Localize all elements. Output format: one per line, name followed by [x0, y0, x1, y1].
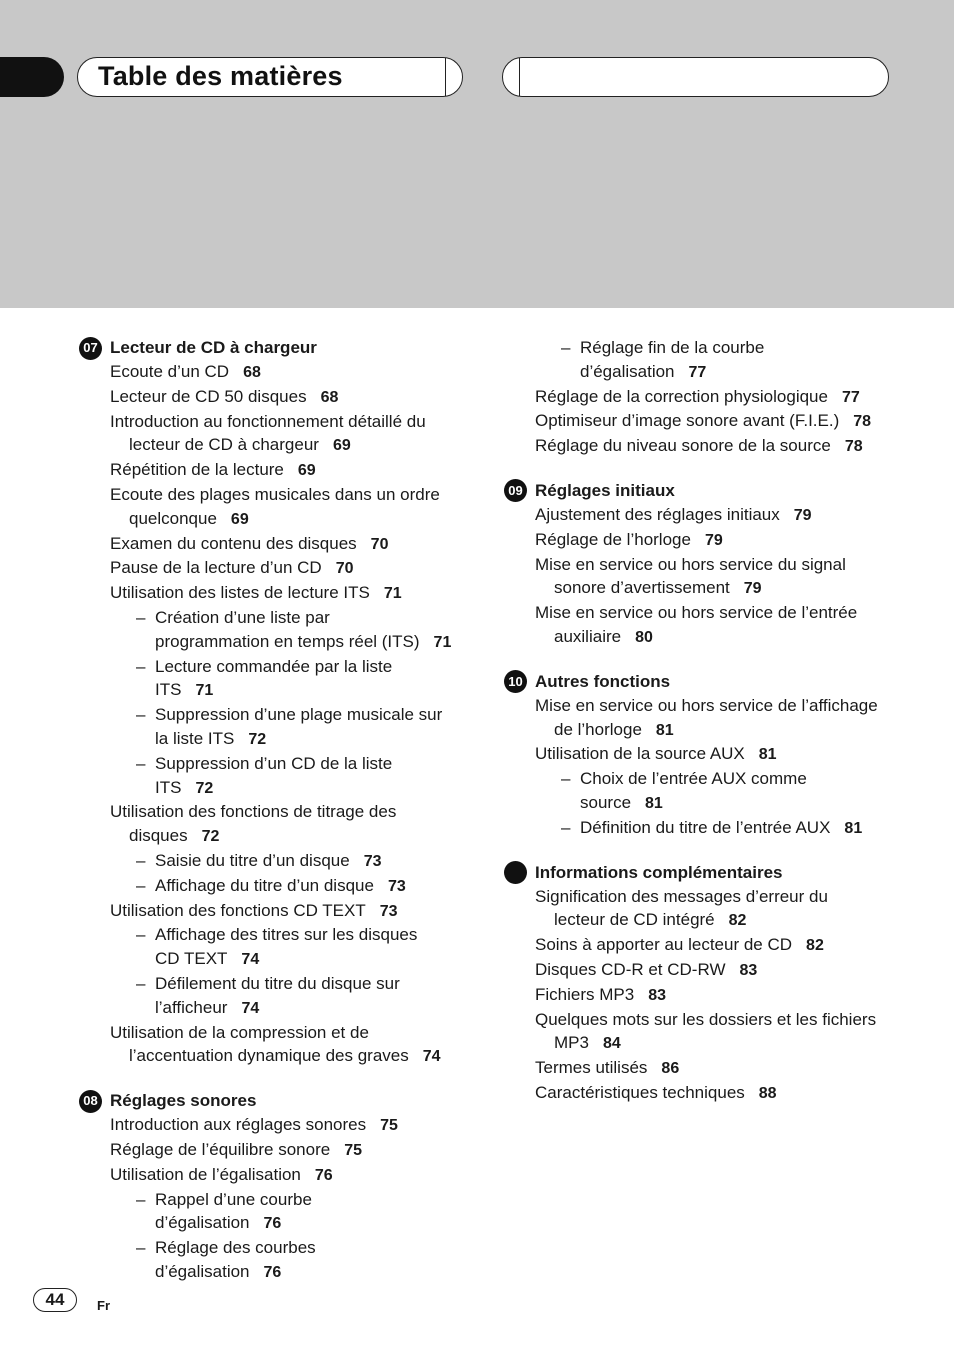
entry-page-number: 79	[793, 506, 812, 524]
chapter-number-badge	[504, 861, 527, 884]
entry-line	[155, 678, 459, 703]
entry-line	[110, 1163, 459, 1188]
toc-section	[504, 336, 884, 459]
entry-page-number: 75	[344, 1141, 362, 1159]
entry-text: Examen du contenu des disques	[110, 533, 357, 553]
section-label-box	[502, 57, 889, 97]
entry-line	[561, 336, 884, 360]
entry-line	[535, 434, 884, 459]
entry-line	[535, 1008, 884, 1032]
entry-page-number: 77	[688, 363, 707, 381]
toc-entry[interactable]	[504, 933, 884, 958]
entry-page-number: 73	[363, 852, 382, 870]
entry-line	[535, 1081, 884, 1106]
entry-text: d’égalisation	[155, 1261, 250, 1281]
entry-line	[155, 1260, 459, 1285]
section-heading	[504, 479, 884, 503]
entry-text: Saisie du titre d’un disque	[155, 850, 350, 870]
entry-line	[155, 996, 459, 1021]
entry-text: disques	[129, 826, 188, 846]
entry-text: Utilisation de l’égalisation	[110, 1164, 301, 1184]
entry-text: d’égalisation	[155, 1213, 250, 1233]
chapter-number-badge: 08	[79, 1090, 102, 1113]
entry-page-number: 81	[645, 794, 663, 812]
toc-subentry[interactable]	[79, 752, 459, 801]
entry-text: Quelques mots sur les dossiers et les fichiers	[535, 1009, 877, 1029]
entry-line	[580, 360, 884, 385]
entry-page-number: 68	[243, 364, 261, 381]
toc-subentry[interactable]	[79, 972, 459, 1021]
language-code: Fr	[97, 1298, 110, 1313]
toc-entry[interactable]	[79, 1163, 459, 1188]
entry-line	[136, 849, 459, 874]
entry-line	[110, 410, 459, 434]
entry-text: ITS	[155, 777, 182, 797]
entry-line	[535, 385, 884, 410]
entry-text: ITS	[155, 680, 182, 700]
entry-line	[535, 625, 884, 650]
chapter-number-badge: 07	[79, 337, 102, 360]
entry-text: auxiliaire	[554, 626, 622, 646]
entry-page-number: 72	[201, 828, 220, 846]
toc-entry[interactable]	[504, 742, 884, 767]
entry-text: la liste ITS	[155, 728, 235, 748]
entry-text: Signification des messages d’erreur du	[535, 886, 828, 906]
entry-text: Mise en service ou hors service du signal	[535, 554, 846, 574]
entry-text: sonore d’avertissement	[554, 578, 730, 598]
toc-section	[504, 479, 884, 650]
toc-column-right	[504, 336, 884, 1126]
section-title: Autres fonctions	[535, 671, 671, 691]
toc-entry[interactable]	[79, 410, 459, 459]
toc-subentry[interactable]	[504, 336, 884, 385]
entry-line	[535, 601, 884, 625]
entry-page-number: 77	[841, 388, 860, 406]
entry-page-number: 78	[844, 438, 863, 456]
entry-line	[535, 1056, 884, 1081]
entry-line	[535, 503, 884, 528]
entry-text: Utilisation de la source AUX	[535, 744, 745, 764]
entry-page-number: 78	[853, 413, 872, 431]
toc-entry[interactable]	[504, 434, 884, 459]
entry-page-number: 81	[655, 721, 674, 739]
entry-line	[110, 483, 459, 507]
entry-line	[110, 800, 459, 824]
entry-text: MP3	[554, 1033, 589, 1053]
entry-text: Réglage de la correction physiologique	[535, 386, 828, 406]
toc-entry[interactable]	[504, 385, 884, 410]
entry-line	[535, 1031, 884, 1056]
entry-text: Rappel d’une courbe	[155, 1189, 312, 1209]
toc-section	[79, 336, 459, 1069]
entry-page-number: 83	[648, 986, 666, 1004]
entry-line	[136, 972, 459, 996]
entry-line	[110, 1138, 459, 1163]
section-label-divider	[519, 58, 520, 96]
toc-entry[interactable]	[504, 1056, 884, 1081]
entry-page-number: 84	[602, 1035, 621, 1053]
toc-subentry[interactable]	[79, 923, 459, 972]
section-tab-marker	[0, 57, 64, 97]
entry-text: Utilisation des listes de lecture ITS	[110, 583, 370, 603]
entry-text: Fichiers MP3	[535, 984, 635, 1004]
entry-line	[110, 1113, 459, 1138]
entry-page-number: 75	[380, 1117, 398, 1135]
entry-page-number: 83	[739, 961, 758, 979]
entry-line	[535, 908, 884, 933]
entry-line	[110, 360, 459, 385]
toc-subentry[interactable]	[79, 655, 459, 704]
toc-subentry[interactable]	[79, 703, 459, 752]
toc-entry[interactable]	[79, 1138, 459, 1163]
entry-line	[535, 933, 884, 958]
toc-entry[interactable]	[504, 553, 884, 602]
entry-text: Utilisation de la compression et de	[110, 1022, 369, 1042]
entry-page-number: 74	[241, 951, 260, 969]
toc-entry[interactable]	[79, 532, 459, 557]
entry-page-number: 69	[230, 510, 249, 528]
entry-line	[535, 718, 884, 743]
entry-text: CD TEXT	[155, 949, 228, 969]
entry-text: Mise en service ou hors service de l’entrée	[535, 603, 858, 623]
entry-text: Utilisation des fonctions de titrage des	[110, 802, 397, 822]
toc-entry[interactable]	[504, 885, 884, 934]
dash-bullet: –	[136, 973, 146, 993]
entry-text: Disques CD-R et CD-RW	[535, 959, 726, 979]
toc-section	[504, 670, 884, 841]
entry-page-number: 72	[195, 779, 214, 797]
entry-line	[155, 776, 459, 801]
entry-line	[535, 958, 884, 983]
entry-page-number: 71	[195, 682, 214, 700]
entry-line	[110, 1021, 459, 1045]
entry-text: Définition du titre de l’entrée AUX	[580, 817, 831, 837]
toc-subentry[interactable]	[79, 1188, 459, 1237]
entry-line	[535, 576, 884, 601]
dash-bullet: –	[136, 705, 146, 725]
entry-page-number: 88	[758, 1084, 777, 1102]
entry-text: Réglage de l’horloge	[535, 529, 691, 549]
entry-line	[535, 742, 884, 767]
entry-text: Création d’une liste par	[155, 607, 330, 627]
entry-page-number: 69	[297, 462, 316, 480]
entry-page-number: 86	[661, 1060, 680, 1078]
entry-text: Optimiseur d’image sonore avant (F.I.E.)	[535, 411, 840, 431]
entry-text: quelconque	[129, 508, 217, 528]
entry-text: Soins à apporter au lecteur de CD	[535, 935, 793, 955]
entry-page-number: 68	[320, 388, 339, 406]
section-heading	[79, 1089, 459, 1113]
section-title: Réglages initiaux	[535, 481, 675, 501]
toc-entry[interactable]	[504, 1081, 884, 1106]
entry-text: Réglage fin de la courbe	[580, 338, 765, 357]
toc-entry[interactable]	[79, 360, 459, 385]
entry-text: Affichage du titre d’un disque	[155, 875, 374, 895]
title-box-divider	[445, 58, 446, 96]
page-number: 44	[33, 1288, 77, 1312]
entry-page-number: 81	[844, 819, 863, 837]
entry-text: Lecteur de CD 50 disques	[110, 386, 307, 406]
entry-text: Ecoute d’un CD	[110, 362, 230, 381]
entry-line	[136, 703, 459, 727]
entry-text: d’égalisation	[580, 361, 675, 381]
entry-line	[136, 874, 459, 899]
section-heading	[79, 336, 459, 360]
toc-subentry[interactable]	[504, 816, 884, 841]
toc-entry[interactable]	[504, 694, 884, 743]
entry-page-number: 80	[635, 628, 653, 646]
toc-section	[79, 1089, 459, 1285]
entry-page-number: 79	[743, 580, 762, 598]
toc-entry[interactable]	[504, 983, 884, 1008]
entry-text: Réglage de l’équilibre sonore	[110, 1139, 331, 1159]
entry-text: source	[580, 792, 632, 812]
entry-page-number: 76	[263, 1215, 282, 1233]
entry-page-number: 82	[728, 912, 747, 930]
entry-line	[535, 553, 884, 577]
entry-line	[535, 409, 884, 434]
entry-text: l’afficheur	[155, 997, 228, 1017]
toc-section	[504, 861, 884, 1106]
entry-page-number: 73	[387, 877, 406, 895]
toc-entry[interactable]	[504, 503, 884, 528]
toc-entry[interactable]	[504, 1008, 884, 1057]
entry-page-number: 81	[758, 746, 777, 764]
chapter-number-badge: 10	[504, 670, 527, 693]
toc-entry[interactable]	[79, 1113, 459, 1138]
entry-text: Défilement du titre du disque sur	[155, 973, 400, 993]
toc-subentry[interactable]	[79, 1236, 459, 1285]
entry-text: Choix de l’entrée AUX comme	[580, 769, 807, 789]
entry-text: Introduction au fonctionnement détaillé du	[110, 411, 426, 431]
entry-text: Lecture commandée par la liste	[155, 656, 393, 676]
toc-entry[interactable]	[79, 899, 459, 924]
toc-entry[interactable]	[504, 958, 884, 983]
entry-text: programmation en temps réel (ITS)	[155, 631, 420, 651]
dash-bullet: –	[136, 1238, 146, 1258]
entry-text: Utilisation des fonctions CD TEXT	[110, 900, 366, 920]
entry-line	[110, 899, 459, 924]
entry-line	[136, 1236, 459, 1260]
entry-text: Mise en service ou hors service de l’affichage	[535, 695, 878, 715]
dash-bullet: –	[136, 607, 146, 627]
toc-column-left	[79, 336, 459, 1305]
entry-text: Ecoute des plages musicales dans un ordre	[110, 484, 440, 504]
entry-line	[110, 532, 459, 557]
entry-line	[535, 983, 884, 1008]
section-heading	[504, 861, 884, 885]
toc-entry[interactable]	[79, 556, 459, 581]
toc-entry[interactable]	[79, 385, 459, 410]
entry-page-number: 79	[704, 531, 723, 549]
toc-subentry[interactable]	[79, 874, 459, 899]
entry-text: lecteur de CD intégré	[554, 910, 715, 930]
section-title: Réglages sonores	[110, 1091, 257, 1111]
dash-bullet: –	[136, 850, 146, 870]
entry-line	[535, 885, 884, 909]
entry-line	[110, 458, 459, 483]
entry-line	[580, 791, 884, 816]
entry-line	[136, 752, 459, 776]
dash-bullet: –	[136, 1189, 146, 1209]
toc-entry[interactable]	[504, 601, 884, 650]
entry-line	[155, 947, 459, 972]
section-title: Lecteur de CD à chargeur	[110, 338, 317, 358]
toc-entry[interactable]	[79, 581, 459, 606]
entry-text: Réglage du niveau sonore de la source	[535, 436, 831, 456]
entry-text: Pause de la lecture d’un CD	[110, 558, 322, 578]
section-heading	[504, 670, 884, 694]
entry-line	[155, 727, 459, 752]
entry-line	[535, 528, 884, 553]
dash-bullet: –	[136, 656, 146, 676]
entry-line	[561, 816, 884, 841]
toc-entry[interactable]	[79, 800, 459, 849]
toc-entry[interactable]	[79, 483, 459, 532]
entry-line	[136, 655, 459, 679]
entry-text: Réglage des courbes	[155, 1238, 316, 1258]
entry-text: Affichage des titres sur les disques	[155, 925, 418, 945]
toc-subentry[interactable]	[79, 849, 459, 874]
entry-line	[110, 1044, 459, 1069]
dash-bullet: –	[561, 817, 571, 837]
entry-line	[110, 433, 459, 458]
entry-text: lecteur de CD à chargeur	[129, 435, 319, 455]
page-title: Table des matières	[98, 61, 343, 91]
section-title: Informations complémentaires	[535, 862, 783, 882]
entry-line	[110, 507, 459, 532]
entry-page-number: 73	[379, 902, 398, 920]
entry-text: Suppression d’une plage musicale sur	[155, 705, 443, 725]
dash-bullet: –	[561, 769, 571, 789]
header-band	[0, 0, 954, 308]
entry-text: Ajustement des réglages initiaux	[535, 504, 780, 524]
dash-bullet: –	[136, 875, 146, 895]
entry-page-number: 76	[314, 1166, 333, 1184]
chapter-number-badge: 09	[504, 479, 527, 502]
entry-page-number: 71	[383, 585, 402, 603]
toc-subentry[interactable]	[79, 606, 459, 655]
entry-text: Suppression d’un CD de la liste	[155, 753, 393, 773]
dash-bullet: –	[136, 753, 146, 773]
entry-page-number: 82	[806, 937, 824, 955]
entry-line	[110, 824, 459, 849]
entry-text: Introduction aux réglages sonores	[110, 1115, 367, 1135]
toc-entry[interactable]	[79, 1021, 459, 1070]
title-box	[77, 57, 463, 97]
entry-line	[136, 606, 459, 630]
entry-line	[110, 556, 459, 581]
entry-page-number: 74	[422, 1048, 441, 1066]
entry-line	[155, 1211, 459, 1236]
entry-text: de l’horloge	[554, 719, 642, 739]
entry-line	[136, 923, 459, 947]
toc-entry[interactable]	[504, 528, 884, 553]
dash-bullet: –	[136, 925, 146, 945]
entry-page-number: 71	[433, 633, 452, 651]
entry-line	[535, 694, 884, 718]
entry-page-number: 70	[370, 535, 389, 553]
entry-line	[110, 581, 459, 606]
entry-page-number: 69	[332, 437, 351, 455]
entry-text: l’accentuation dynamique des graves	[129, 1046, 409, 1066]
toc-entry[interactable]	[79, 458, 459, 483]
entry-page-number: 74	[241, 999, 260, 1017]
entry-page-number: 76	[263, 1263, 282, 1281]
entry-page-number: 70	[335, 560, 354, 578]
entry-line	[155, 630, 459, 655]
entry-line	[561, 767, 884, 791]
toc-subentry[interactable]	[504, 767, 884, 816]
toc-entry[interactable]	[504, 409, 884, 434]
entry-line	[136, 1188, 459, 1212]
entry-text: Répétition de la lecture	[110, 460, 284, 480]
entry-page-number: 72	[248, 730, 267, 748]
entry-text: Caractéristiques techniques	[535, 1082, 745, 1102]
entry-text: Termes utilisés	[535, 1058, 648, 1078]
dash-bullet: –	[561, 338, 571, 357]
entry-line	[110, 385, 459, 410]
